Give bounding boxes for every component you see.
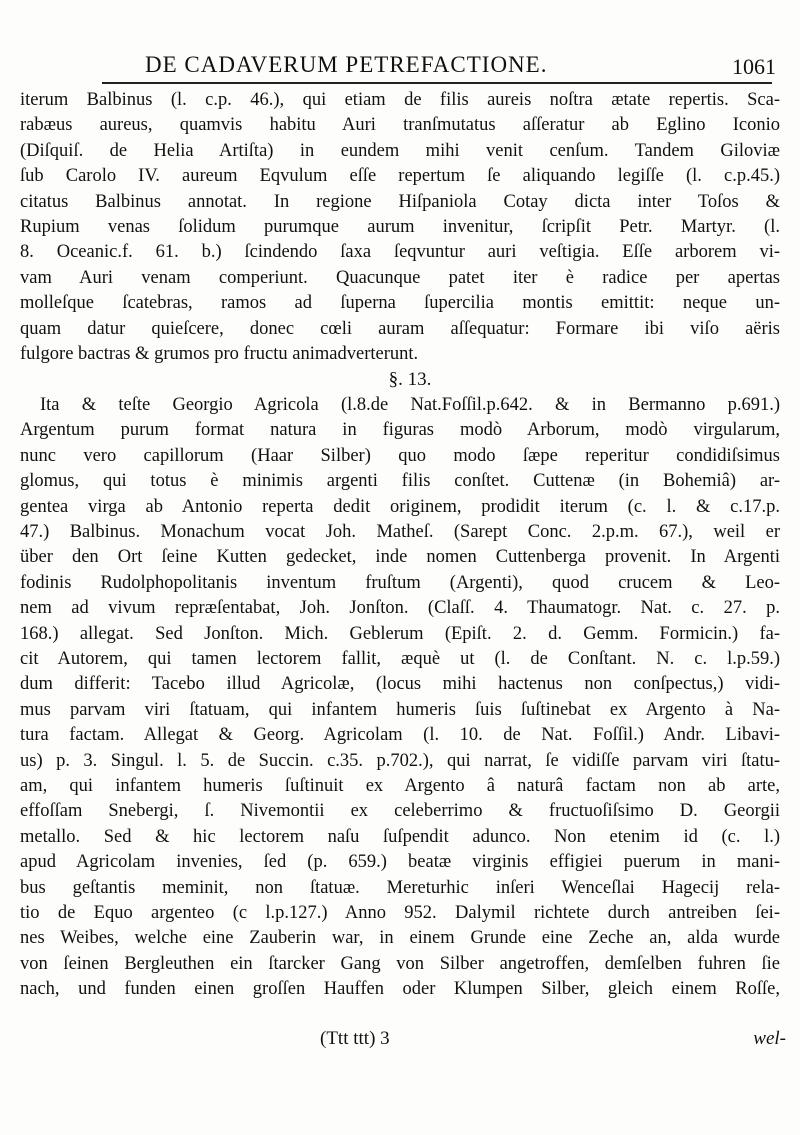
text-line: rabæus aureus, quamvis habitu Auri tranſmutatus aſſeratur ab Eglino Iconio: [20, 115, 780, 136]
section-heading: §. 13.: [388, 369, 432, 391]
body-text: [20, 88, 790, 1003]
text-line: fodinis Rudolphopolitanis inventum fruſtum (Argenti), quod crucem & Leo-: [20, 572, 780, 593]
text-line: am, qui infantem humeris ſuſtinuit ex Argento â naturâ factam non ab arte,: [20, 775, 780, 796]
paragraph-2: [20, 393, 790, 1003]
page-footer: [20, 1028, 790, 1056]
text-line: ſub Carolo IV. aureum Eqvulum eſſe repertum ſe aliquando legiſſe (l. c.p.45.): [20, 166, 780, 187]
text-line: bus geſtantis meminit, non ſtatuæ. Mereturhic inſeri Wenceſlai Hagecij rela-: [20, 877, 780, 898]
page-header: [20, 48, 780, 82]
text-line: über den Ort ſeine Kutten gedecket, inde nomen Cuttenberga provenit. In Argenti: [20, 547, 780, 568]
text-line: apud Agricolam invenies, ſed (p. 659.) beatæ virginis effigiei puerum in mani-: [20, 852, 780, 873]
text-line: citatus Balbinus annotat. In regione Hiſpaniola Cotay dicta inter Toſos &: [20, 191, 780, 212]
text-line: Argentum purum format natura in figuras modò Arborum, modò virgularum,: [20, 420, 780, 441]
catchword: wel-: [753, 1028, 786, 1049]
text-line: Rupium venas ſolidum purumque aurum invenitur, ſcripſit Petr. Martyr. (l.: [20, 217, 780, 238]
text-line: nach, und funden einen groſſen Hauffen oder Klumpen Silber, gleich einem Roſſe,: [20, 979, 780, 1000]
text-line: gentea virga ab Antonio reperta dedit originem, prodidit iterum (c. l. & c.17.p.: [20, 496, 780, 517]
text-line: 8. Oceanic.f. 61. b.) ſcindendo ſaxa ſeqvuntur auri veſtigia. Eſſe arborem vi-: [20, 242, 780, 263]
text-line: (Diſquiſ. de Helia Artiſta) in eundem mihi venit cenſum. Tandem Giloviæ: [20, 140, 780, 161]
text-line: nes Weibes, welche eine Zauberin war, in einem Grunde eine Zeche an, alda wurde: [20, 928, 780, 949]
text-line: 168.) allegat. Sed Jonſton. Mich. Geblerum (Epiſt. 2. d. Gemm. Formicin.) fa-: [20, 623, 780, 644]
text-line: dum differit: Tacebo illud Agricolæ, (locus mihi hactenus non conſpectus,) vidi-: [20, 674, 780, 695]
page-number: 1061: [732, 54, 776, 79]
text-line: 47.) Balbinus. Monachum vocat Joh. Matheſ. (Sarept Conc. 2.p.m. 67.), weil er: [20, 521, 780, 542]
text-line: von ſeinen Bergleuthen ein ſtarcker Gang von Silber angetroffen, demſelben fuhren ſie: [20, 953, 780, 974]
text-line: nunc vero capillorum (Haar Silber) quo modo ſæpe reperitur condidiſsimus: [20, 445, 780, 466]
text-line: iterum Balbinus (l. c.p. 46.), qui etiam de filis aureis noſtra ætate repertis. Sca-: [20, 90, 780, 110]
text-line: fulgore bactras & grumos pro fructu animadverterunt.: [20, 344, 419, 365]
text-line: Ita & teſte Georgio Agricola (l.8.de Nat.Foſſil.p.642. & in Bermanno p.691.): [40, 394, 780, 415]
text-line: molleſque ſcatebras, ramos ad ſuperna ſupercilia montis emittit: neque un-: [20, 293, 780, 314]
text-line: mus parvam viri ſtatuam, qui infantem humeris ſuis ſuſtinebat ex Argento à Na-: [20, 699, 780, 720]
text-line: tura factam. Allegat & Georg. Agricolam (l. 10. de Nat. Foſſil.) Andr. Libavi-: [20, 725, 780, 746]
text-line: quam datur quieſcere, donec cœli auram aſſequatur: Formare ibi viſo aëris: [20, 318, 780, 339]
text-line: tio de Equo argenteo (c l.p.127.) Anno 952. Dalymil richtete durch antreiben ſei-: [20, 903, 780, 923]
text-line: metallo. Sed & hic lectorem naſu ſuſpendit adunco. Non etenim id (c. l.): [20, 826, 780, 847]
paragraph-1: [20, 88, 790, 367]
text-line: nem ad vivum repræſentabat, Joh. Jonſton. (Claſſ. 4. Thaumatogr. Nat. c. 27. p.: [20, 598, 780, 619]
header-rule: [102, 82, 772, 84]
text-line: effoſſam Snebergi, ſ. Nivemontii ex celeberrimo & fructuoſiſsimo D. Georgii: [20, 801, 780, 822]
text-line: us) p. 3. Singul. l. 5. de Succin. c.35. p.702.), qui narrat, ſe vidiſſe parvam viri ſtatu-: [20, 750, 780, 771]
text-line: cit Autorem, qui tamen lectorem fallit, æquè ut (l. de Conſtant. N. c. l.p.59.): [20, 648, 780, 669]
text-line: vam Auri venam comperiunt. Quacunque patet iter è radice per apertas: [20, 267, 780, 288]
text-line: glomus, qui totus è minimis argenti filis conſtet. Cuttenæ (in Bohemiâ) ar-: [20, 471, 780, 492]
running-title: DE CADAVERUM PETREFACTIONE.: [145, 52, 548, 77]
signature-mark: (Ttt ttt) 3: [320, 1028, 390, 1049]
